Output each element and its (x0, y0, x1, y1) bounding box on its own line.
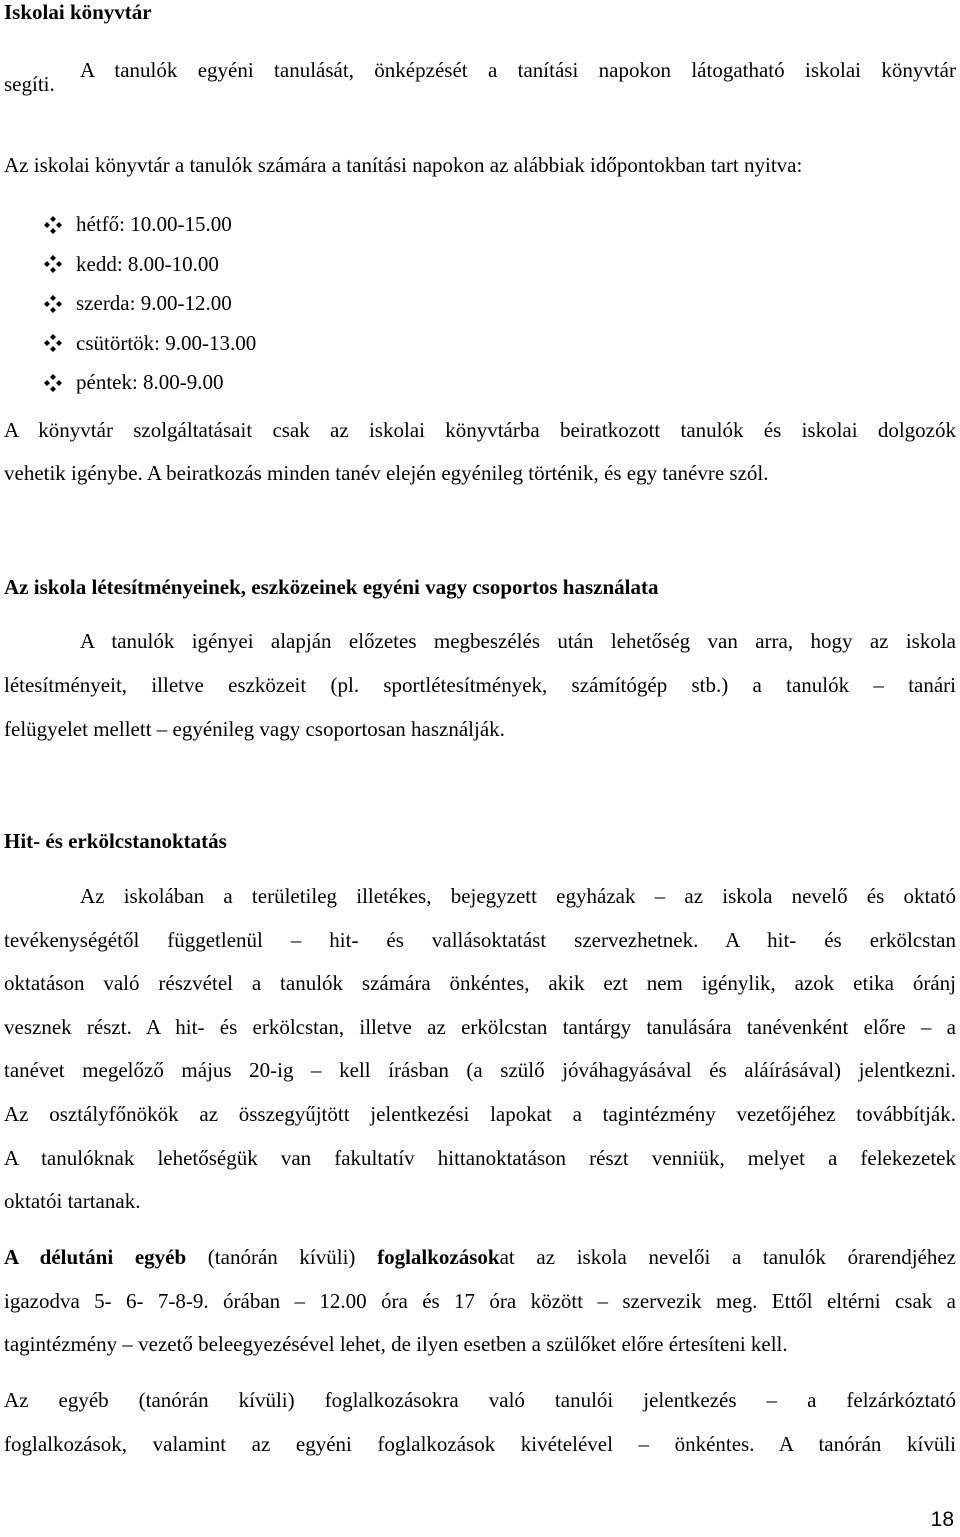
hours-text: csütörtök: 9.00-13.00 (76, 330, 257, 355)
section-heading-facilities: Az iskola létesítményeinek, eszközeinek egyéni vagy csoportos használata (4, 575, 659, 599)
four-diamond-icon (44, 374, 62, 392)
hours-text: hétfő: 10.00-15.00 (76, 212, 232, 236)
religion-line: oktatáson való részvétel a tanulók számára önkéntes, akik ezt nem igénylik, azok etika óránj (4, 971, 956, 995)
facilities-line2: létesítményeit, illetve eszközeit (pl. sportlétesítmények, számítógép stb.) a tanulók – tanári (4, 673, 956, 697)
religion-line: A tanulóknak lehetőségük van fakultatív hittanoktatáson részt venniük, melyet a felekezetek (4, 1146, 956, 1170)
library-service-line1: A könyvtár szolgáltatásait csak az iskolai könyvtárba beiratkozott tanulók és iskolai dolgozók (4, 418, 956, 442)
four-diamond-icon (44, 295, 62, 313)
facilities-line3: felügyelet mellett – egyénileg vagy csoportosan használják. (4, 717, 505, 741)
hours-text: péntek: 8.00-9.00 (76, 370, 224, 394)
afternoon-p1-line2: igazodva 5- 6- 7-8-9. órában – 12.00 óra és 17 óra között – szervezik meg. Ettől eltérni csak a (4, 1289, 956, 1313)
page-number: 18 (930, 1508, 954, 1531)
library-intro-line2: segíti. (4, 72, 55, 96)
afternoon-bold-1: A délutáni egyéb (4, 1245, 187, 1269)
religion-line: tevékenységétől függetlenül – hit- és vallásoktatást szervezhetnek. A hit- és erkölcstan (4, 928, 956, 952)
list-item (44, 205, 256, 245)
afternoon-p2-line1: Az egyéb (tanórán kívüli) foglalkozásokra való tanulói jelentkezés – a felzárkóztató (4, 1388, 956, 1412)
religion-line: Az iskolában a területileg illetékes, bejegyzett egyházak – az iskola nevelő és oktató (80, 884, 956, 908)
afternoon-text-1: (tanórán kívüli) (186, 1245, 378, 1269)
facilities-line1: A tanulók igényei alapján előzetes megbeszélés után lehetőség van arra, hogy az iskola (80, 629, 956, 653)
afternoon-p2-line2: foglalkozások, valamint az egyéni foglalkozások kivételével – önkéntes. A tanórán kívüli (4, 1432, 956, 1456)
afternoon-bold-2: foglalkozások (377, 1245, 500, 1269)
religion-line: vesznek részt. A hit- és erkölcstan, illetve az erkölcstan tantárgy tanulására tanévenként előre – a (4, 1015, 956, 1039)
library-intro-line1: A tanulók egyéni tanulását, önképzését a tanítási napokon látogatható iskolai könyvtár (80, 58, 956, 82)
opening-hours-list (44, 205, 256, 403)
afternoon-p1-line3: tagintézmény – vezető beleegyezésével lehet, de ilyen esetben a szülőket előre értesíteni kell. (4, 1332, 788, 1356)
section-heading-religion: Hit- és erkölcstanoktatás (4, 829, 227, 853)
list-item (44, 284, 256, 324)
four-diamond-icon (44, 216, 62, 234)
religion-line: tanévet megelőző május 20-ig – kell írásban (a szülő jóváhagyásával és aláírásával) jelentkezni. (4, 1058, 956, 1082)
afternoon-text-2: at az iskola nevelői a tanulók órarendjéhez (499, 1245, 956, 1269)
hours-text: szerda: 9.00-12.00 (76, 291, 232, 315)
library-opening-intro: Az iskolai könyvtár a tanulók számára a tanítási napokon az alábbiak időpontokban tart nyitva: (4, 153, 803, 177)
religion-line: Az osztályfőnökök az összegyűjtött jelentkezési lapokat a tagintézmény vezetőjéhez továbbítják. (4, 1102, 956, 1126)
library-service-line2: vehetik igénybe. A beiratkozás minden tanév elején egyénileg történik, és egy tanévre szól. (4, 461, 769, 485)
list-item (44, 324, 256, 364)
four-diamond-icon (44, 255, 62, 273)
hours-text: kedd: 8.00-10.00 (76, 251, 219, 276)
list-item (44, 245, 256, 285)
list-item (44, 363, 256, 403)
religion-line: oktatói tartanak. (4, 1189, 141, 1213)
afternoon-p1-line1 (4, 1245, 956, 1270)
four-diamond-icon (44, 334, 62, 352)
section-heading-library: Iskolai könyvtár (4, 0, 152, 24)
